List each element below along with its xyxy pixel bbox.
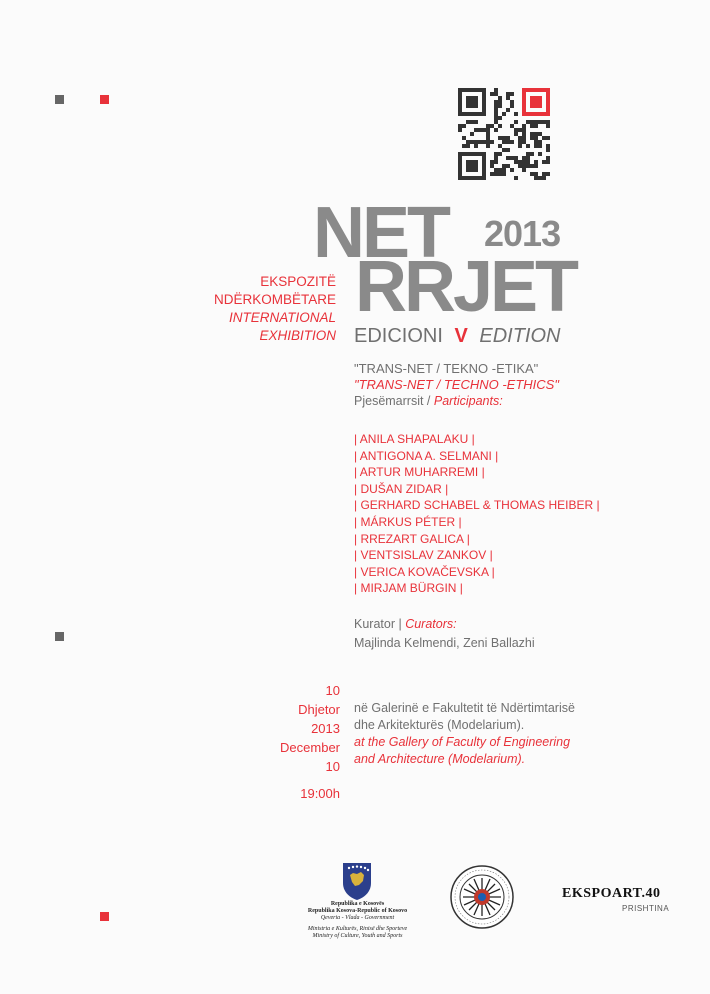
edition-en: EDITION <box>479 325 561 347</box>
date-day-en: 10 <box>325 759 340 774</box>
decor-square-red-bottom <box>100 912 109 921</box>
participants-label <box>354 393 559 409</box>
list-item: | VENTSISLAV ZANKOV | <box>354 548 493 563</box>
university-seal-icon <box>449 864 515 930</box>
list-item: | ARTUR MUHARREMI | <box>354 465 485 480</box>
kosovo-line1: Republika e Kosovës <box>330 901 385 907</box>
ministry-line1: Ministria e Kulturës, Rinisë dhe Sporteve <box>307 926 408 932</box>
exhibition-en-line1: INTERNATIONAL <box>228 310 336 325</box>
list-item: | DUŠAN ZIDAR | <box>354 481 449 496</box>
edition-sq: EDICIONI <box>354 325 443 347</box>
curators <box>354 615 535 653</box>
curator-label-sq: Kurator | <box>354 617 402 631</box>
list-item: | GERHARD SCHABEL & THOMAS HEIBER | <box>354 498 600 513</box>
list-item: | MÁRKUS PÉTER | <box>354 514 462 529</box>
theme-en: "TRANS-NET / TECHNO -ETHICS" <box>354 377 559 392</box>
kosovo-line3: Qeveria - Vlada - Government <box>320 915 395 921</box>
list-item: | ANTIGONA A. SELMANI | <box>354 448 499 463</box>
participants-label-sq: Pjesëmarrsit / <box>354 394 431 408</box>
exhibition-sq-line1: EKSPOZITË <box>260 274 336 289</box>
exhibition-label <box>214 273 336 345</box>
venue <box>354 700 575 768</box>
venue-en-line2: and Architecture (Modelarium). <box>354 752 526 766</box>
list-item: | ANILA SHAPALAKU | <box>354 432 475 446</box>
exhibition-en-line2: EXHIBITION <box>259 328 336 343</box>
qr-code-icon <box>458 88 550 180</box>
event-time: 19:00h <box>300 786 340 801</box>
list-item: | VERICA KOVAČEVSKA | <box>354 564 495 579</box>
curator-label-en: Curators: <box>405 617 457 631</box>
date-month-sq: Dhjetor <box>298 702 340 717</box>
decor-square-gray-top <box>55 95 64 104</box>
kosovo-line2: Republika Kosova-Republic of Kosovo <box>307 908 408 914</box>
list-item: | RREZART GALICA | <box>354 531 470 546</box>
decor-square-gray-mid <box>55 632 64 641</box>
theme <box>354 361 559 409</box>
venue-en-line1: at the Gallery of Faculty of Engineering <box>354 735 571 749</box>
ekspoart-logo: EKSPOART.40 <box>562 886 661 901</box>
participants-label-en: Participants: <box>433 394 503 408</box>
event-date <box>280 681 340 803</box>
date-month-en: December <box>280 740 340 755</box>
venue-sq-line2: dhe Arkitekturës (Modelarium). <box>354 718 525 732</box>
date-year: 2013 <box>311 721 340 736</box>
list-item: | MIRJAM BÜRGIN | <box>354 581 463 596</box>
exhibition-sq-line2: NDËRKOMBËTARE <box>213 292 336 307</box>
edition-number: V <box>454 325 468 347</box>
ministry-line2: Ministry of Culture, Youth and Sports <box>312 933 403 939</box>
venue-sq-line1: në Galerinë e Fakultetit të Ndërtimtarisë <box>354 701 575 715</box>
decor-square-red-top <box>100 95 109 104</box>
kosovo-text <box>300 901 415 940</box>
title-year: 2013 <box>484 213 561 254</box>
curator-names: Majlinda Kelmendi, Zeni Ballazhi <box>354 636 535 650</box>
title-net: NET <box>313 193 448 273</box>
prishtina-label: PRISHTINA <box>622 904 670 913</box>
kosovo-coat-of-arms-icon <box>341 861 373 901</box>
title-rrjet: RRJET <box>355 247 577 327</box>
date-day: 10 <box>325 683 340 698</box>
theme-sq: "TRANS-NET / TEKNO -ETIKA" <box>354 361 539 376</box>
participant-list <box>354 431 600 597</box>
edition-line <box>354 325 561 348</box>
